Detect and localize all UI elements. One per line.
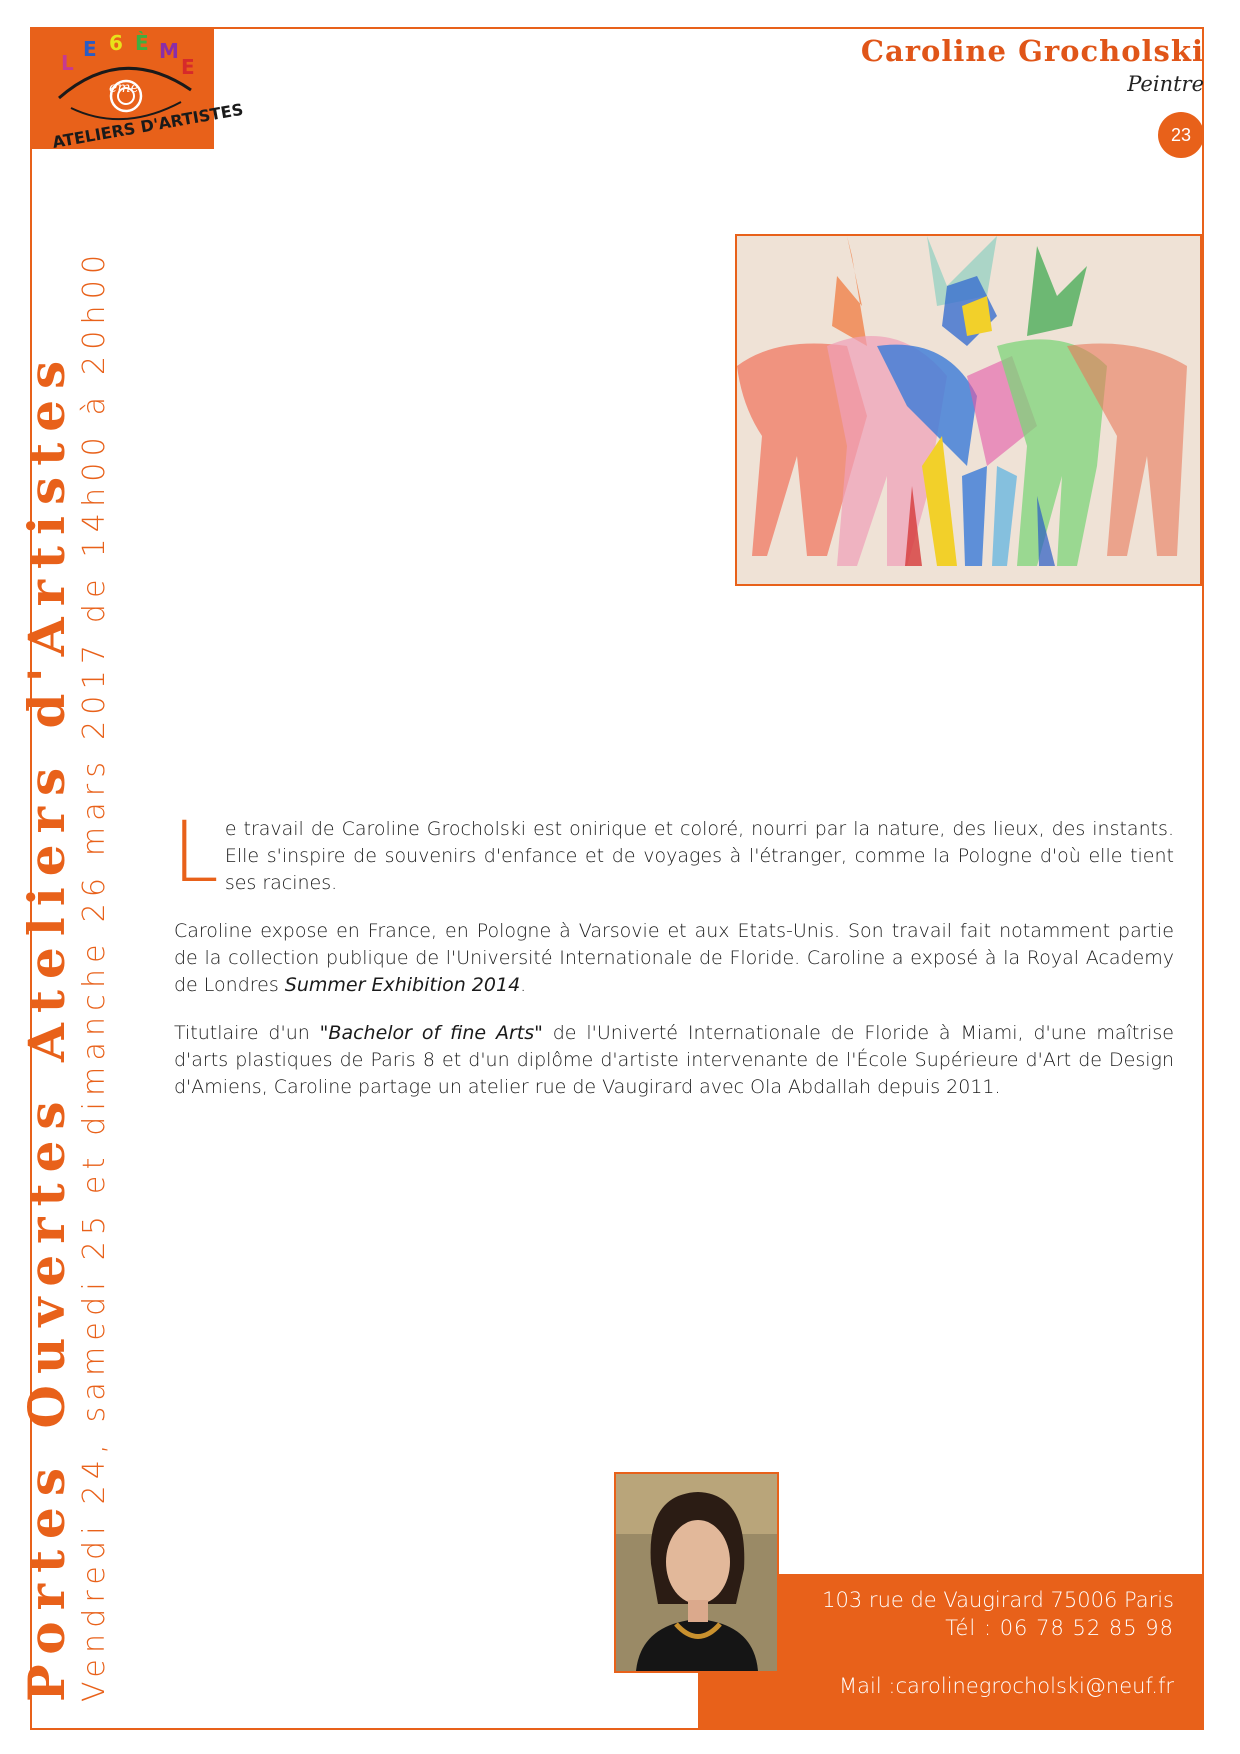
- bio-paragraph-3-italic: "Bachelor of fine Arts": [319, 1022, 543, 1044]
- sidebar: [0, 0, 150, 1754]
- bio-paragraph-3: [174, 1020, 1174, 1101]
- contact-phone: Tél : 06 78 52 85 98: [945, 1616, 1174, 1640]
- bio-paragraph-1: [172, 803, 1174, 901]
- logo-arc-letter: 6: [109, 31, 123, 55]
- logo-arc-letter: E: [83, 37, 97, 61]
- bio-paragraph-2-end: .: [520, 974, 527, 996]
- artwork-painting: [737, 236, 1200, 584]
- logo-center-text: eme: [109, 80, 139, 96]
- artist-portrait: [614, 1472, 779, 1673]
- contact-address: 103 rue de Vaugirard 75006 Paris: [822, 1588, 1174, 1612]
- artist-name: Caroline Grocholski: [860, 34, 1204, 68]
- portrait-photo: [616, 1474, 777, 1671]
- logo-bottom-text: ATELIERS D'ARTISTES: [50, 99, 245, 152]
- logo-arc-letter: M: [159, 39, 179, 63]
- bio-paragraph-2: [174, 918, 1174, 999]
- sidebar-dates: Vendredi 24, samedi 25 et dimanche 26 mars 2017 de 14h00 à 20h00: [77, 248, 112, 1702]
- contact-mail: Mail :carolinegrocholski@neuf.fr: [839, 1674, 1174, 1698]
- drop-cap: L: [172, 803, 219, 901]
- bio-paragraph-1-text: e travail de Caroline Grocholski est onirique et coloré, nourri par la nature, des lieux, des instants. Elle s'inspire de souvenirs d'enfance et de voyages à l'étranger, comme la Pologne d'où elle tient ses racines.: [224, 818, 1174, 894]
- logo-arc-letter: E: [181, 55, 195, 79]
- bio-paragraph-3-text: de l'Univerté Internationale de Floride à Miami, d'une maîtrise d'arts plastiques de Paris 8 et d'un diplôme d'artiste intervenante de l'École Supérieure d'Art de Design d'Amiens, Caroline partage un atelier rue de Vaugirard avec Ola Abdallah depuis 2011.: [174, 1022, 1174, 1098]
- bio-paragraph-2-italic: Summer Exhibition 2014: [284, 974, 521, 996]
- artist-biography: [172, 803, 1174, 1122]
- bio-paragraph-2-text: Caroline expose en France, en Pologne à Varsovie et aux Etats-Unis. Son travail fait notamment partie de la collection publique de l'Université Internationale de Floride. Caroline a exposé à la Royal Academy de Londres: [174, 920, 1174, 996]
- artwork-image: [735, 234, 1202, 586]
- bio-paragraph-3-start: Titutlaire d'un: [174, 1022, 320, 1044]
- sidebar-title: Portes Ouvertes Ateliers d'Artistes: [17, 349, 76, 1702]
- logo-arc-letter: L: [61, 51, 74, 75]
- logo-arc-letter: È: [135, 31, 149, 55]
- artist-role: Peintre: [1127, 72, 1204, 96]
- page-number-badge: 23: [1158, 112, 1204, 158]
